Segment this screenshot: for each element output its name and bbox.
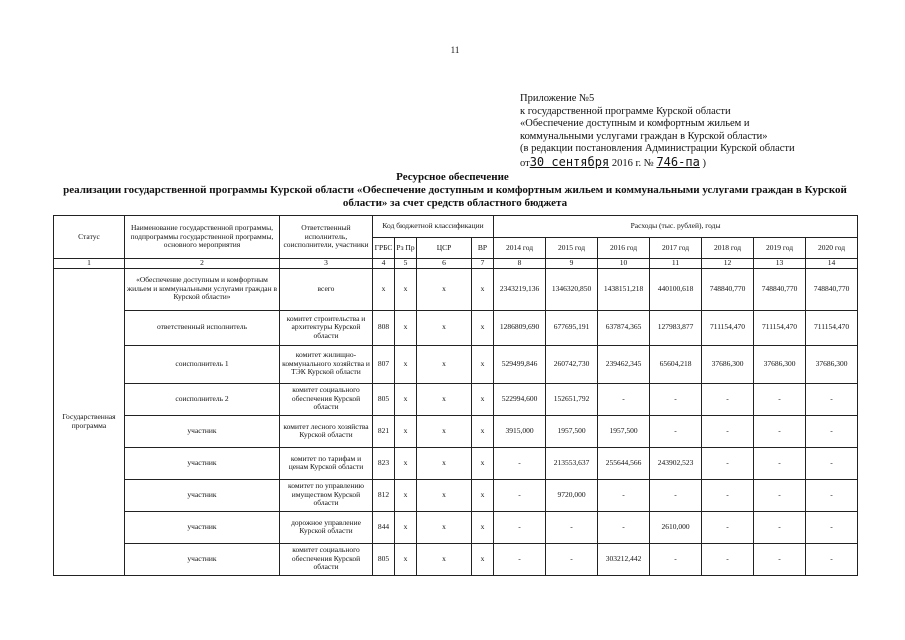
csr-cell: х (417, 268, 472, 310)
table-row (54, 447, 858, 479)
csr-cell: х (417, 447, 472, 479)
value-cell: 711154,470 (702, 310, 754, 345)
value-cell: 9720,000 (546, 479, 598, 511)
col-number: 2 (125, 259, 280, 269)
appendix-line-2: к государственной программе Курской области (520, 105, 731, 117)
table-row (54, 511, 858, 543)
value-cell: 677695,191 (546, 310, 598, 345)
grbs-cell: 844 (373, 511, 395, 543)
header-year: 2017 год (650, 238, 702, 259)
value-cell: - (806, 479, 858, 511)
value-cell: 711154,470 (754, 310, 806, 345)
col-number: 3 (280, 259, 373, 269)
value-cell: - (598, 511, 650, 543)
value-cell: 748840,770 (806, 268, 858, 310)
vr-cell: х (472, 543, 494, 575)
value-cell: 748840,770 (702, 268, 754, 310)
csr-cell: х (417, 383, 472, 415)
rzpr-cell: х (395, 310, 417, 345)
value-cell: - (546, 511, 598, 543)
vr-cell: х (472, 345, 494, 383)
executor-cell: комитет по управлению имуществом Курской области (280, 479, 373, 511)
column-number-row (54, 259, 858, 269)
name-cell: соисполнитель 2 (125, 383, 280, 415)
value-cell: - (702, 447, 754, 479)
csr-cell: х (417, 310, 472, 345)
executor-cell: комитет по тарифам и ценам Курской области (280, 447, 373, 479)
resource-table (53, 215, 858, 576)
header-vr: ВР (472, 238, 494, 259)
value-cell: 748840,770 (754, 268, 806, 310)
value-cell: 37686,300 (702, 345, 754, 383)
executor-cell: всего (280, 268, 373, 310)
value-cell: 1957,500 (598, 415, 650, 447)
value-cell: 303212,442 (598, 543, 650, 575)
value-cell: - (754, 415, 806, 447)
executor-cell: комитет лесного хозяйства Курской области (280, 415, 373, 447)
csr-cell: х (417, 415, 472, 447)
value-cell: - (546, 543, 598, 575)
value-cell: 711154,470 (806, 310, 858, 345)
header-year: 2015 год (546, 238, 598, 259)
rzpr-cell: х (395, 447, 417, 479)
resolution-number: 746-па (656, 154, 700, 169)
col-number: 14 (806, 259, 858, 269)
name-cell: «Обеспечение доступным и комфортным жильем и коммунальными услугами граждан в Курской области» (125, 268, 280, 310)
appendix-block (520, 93, 860, 170)
name-cell: участник (125, 543, 280, 575)
value-cell: - (754, 511, 806, 543)
document-subtitle: реализации государственной программы Курской области «Обеспечение доступным и комфортным жильем и коммунальными услугами граждан в Курской области» за счет средств областного бюджета (63, 184, 847, 209)
value-cell: - (494, 479, 546, 511)
rzpr-cell: х (395, 479, 417, 511)
col-number: 8 (494, 259, 546, 269)
appendix-line-4: коммунальными услугами граждан в Курской области» (520, 130, 768, 142)
header-grbs: ГРБС (373, 238, 395, 259)
value-cell: - (702, 383, 754, 415)
grbs-cell: х (373, 268, 395, 310)
table-body (54, 268, 858, 575)
status-cell: Государственная программа (54, 268, 125, 575)
grbs-cell: 812 (373, 479, 395, 511)
grbs-cell: 807 (373, 345, 395, 383)
rzpr-cell: х (395, 415, 417, 447)
rzpr-cell: х (395, 345, 417, 383)
value-cell: - (598, 383, 650, 415)
value-cell: 1957,500 (546, 415, 598, 447)
name-cell: участник (125, 511, 280, 543)
appendix-date-line (520, 156, 860, 171)
rzpr-cell: х (395, 543, 417, 575)
grbs-cell: 805 (373, 383, 395, 415)
name-cell: участник (125, 447, 280, 479)
value-cell: 37686,300 (806, 345, 858, 383)
value-cell: - (754, 383, 806, 415)
header-year: 2016 год (598, 238, 650, 259)
col-number: 4 (373, 259, 395, 269)
value-cell: - (806, 415, 858, 447)
value-cell: 1438151,218 (598, 268, 650, 310)
col-number: 6 (417, 259, 472, 269)
executor-cell: комитет социального обеспечения Курской области (280, 383, 373, 415)
header-expenses-group: Расходы (тыс. рублей), годы (494, 216, 858, 238)
vr-cell: х (472, 383, 494, 415)
csr-cell: х (417, 511, 472, 543)
value-cell: - (650, 543, 702, 575)
executor-cell: дорожное управление Курской области (280, 511, 373, 543)
col-number: 1 (54, 259, 125, 269)
rzpr-cell: х (395, 383, 417, 415)
col-number: 13 (754, 259, 806, 269)
name-cell: участник (125, 479, 280, 511)
executor-cell: комитет социального обеспечения Курской области (280, 543, 373, 575)
value-cell: - (702, 415, 754, 447)
rzpr-cell: х (395, 268, 417, 310)
value-cell: 3915,000 (494, 415, 546, 447)
table-row (54, 310, 858, 345)
name-cell: соисполнитель 1 (125, 345, 280, 383)
table-row (54, 543, 858, 575)
value-cell: 213553,637 (546, 447, 598, 479)
executor-cell: комитет строительства и архитектуры Курской области (280, 310, 373, 345)
csr-cell: х (417, 543, 472, 575)
col-number: 10 (598, 259, 650, 269)
table-row (54, 479, 858, 511)
document-title: Ресурсное обеспечение (396, 171, 509, 183)
header-executor: Ответственный исполнитель, соисполнители, участники (280, 216, 373, 259)
value-cell: 239462,345 (598, 345, 650, 383)
name-cell: участник (125, 415, 280, 447)
resolution-date: 30 сентября (529, 154, 610, 169)
vr-cell: х (472, 447, 494, 479)
value-cell: 637874,365 (598, 310, 650, 345)
year-number-label: 2016 г. № (611, 157, 654, 169)
value-cell: 260742,730 (546, 345, 598, 383)
value-cell: 255644,566 (598, 447, 650, 479)
value-cell: - (494, 447, 546, 479)
header-status: Статус (54, 216, 125, 259)
value-cell: - (754, 479, 806, 511)
grbs-cell: 805 (373, 543, 395, 575)
value-cell: 65604,218 (650, 345, 702, 383)
value-cell: 2610,000 (650, 511, 702, 543)
grbs-cell: 821 (373, 415, 395, 447)
col-number: 9 (546, 259, 598, 269)
appendix-line-5: (в редакции постановления Администрации Курской области (520, 143, 795, 154)
value-cell: - (598, 479, 650, 511)
col-number: 12 (702, 259, 754, 269)
header-year: 2014 год (494, 238, 546, 259)
value-cell: - (806, 383, 858, 415)
rzpr-cell: х (395, 511, 417, 543)
value-cell: - (806, 511, 858, 543)
value-cell: 529499,846 (494, 345, 546, 383)
value-cell: 440100,618 (650, 268, 702, 310)
header-name: Наименование государственной программы, подпрограммы государственной программы, основного мероприятия (125, 216, 280, 259)
value-cell: - (650, 383, 702, 415)
vr-cell: х (472, 479, 494, 511)
value-cell: - (650, 415, 702, 447)
csr-cell: х (417, 345, 472, 383)
value-cell: 127983,877 (650, 310, 702, 345)
grbs-cell: 808 (373, 310, 395, 345)
value-cell: 243902,523 (650, 447, 702, 479)
value-cell: - (494, 511, 546, 543)
name-cell: ответственный исполнитель (125, 310, 280, 345)
value-cell: - (806, 543, 858, 575)
grbs-cell: 823 (373, 447, 395, 479)
value-cell: - (806, 447, 858, 479)
col-number: 5 (395, 259, 417, 269)
date-prefix: от (520, 157, 530, 169)
closing-paren: ) (702, 157, 706, 169)
header-code-group: Код бюджетной классификации (373, 216, 494, 238)
header-rzpr: Рз Пр (395, 238, 417, 259)
value-cell: 152651,792 (546, 383, 598, 415)
header-year: 2020 год (806, 238, 858, 259)
value-cell: - (494, 543, 546, 575)
value-cell: - (702, 543, 754, 575)
page-number: 11 (450, 45, 460, 55)
value-cell: 37686,300 (754, 345, 806, 383)
table-row (54, 383, 858, 415)
table-row (54, 345, 858, 383)
value-cell: 1286809,690 (494, 310, 546, 345)
value-cell: 522994,600 (494, 383, 546, 415)
table-row (54, 415, 858, 447)
appendix-line-1: Приложение №5 (520, 93, 595, 104)
executor-cell: комитет жилищно-коммунального хозяйства и ТЭК Курской области (280, 345, 373, 383)
vr-cell: х (472, 511, 494, 543)
header-csr: ЦСР (417, 238, 472, 259)
value-cell: 2343219,136 (494, 268, 546, 310)
value-cell: 1346320,850 (546, 268, 598, 310)
value-cell: - (702, 479, 754, 511)
value-cell: - (754, 447, 806, 479)
csr-cell: х (417, 479, 472, 511)
table-row (54, 268, 858, 310)
appendix-line-3: «Обеспечение доступным и комфортным жильем и (520, 118, 750, 129)
value-cell: - (754, 543, 806, 575)
header-year: 2019 год (754, 238, 806, 259)
vr-cell: х (472, 310, 494, 345)
value-cell: - (650, 479, 702, 511)
col-number: 7 (472, 259, 494, 269)
header-year: 2018 год (702, 238, 754, 259)
col-number: 11 (650, 259, 702, 269)
value-cell: - (702, 511, 754, 543)
vr-cell: х (472, 268, 494, 310)
vr-cell: х (472, 415, 494, 447)
